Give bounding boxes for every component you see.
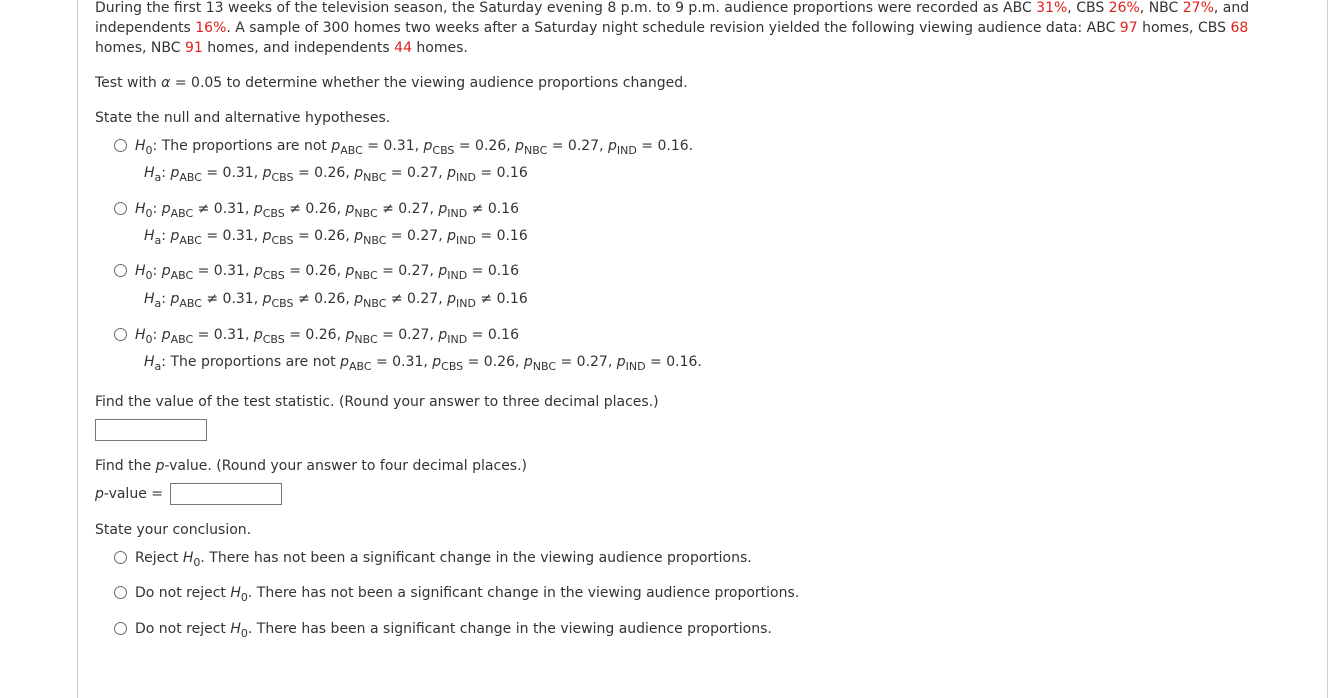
conclusion-option-3-text: Do not reject $H_0$. There has been a significant change in the viewing audience proportions. bbox=[135, 621, 772, 640]
hypothesis-option-2-radio[interactable] bbox=[114, 202, 127, 215]
test-instruction: Test with α = 0.05 to determine whether the viewing audience proportions changed. bbox=[95, 75, 688, 91]
p-value-label: p-value = bbox=[95, 486, 163, 502]
cbs-homes: 68 bbox=[1230, 20, 1249, 36]
abc-percent: 31% bbox=[1036, 0, 1068, 16]
intro-line-2: independents 16%. A sample of 300 homes two weeks after a Saturday night schedule revision yielded the following viewing audience data: ABC 97 homes, CBS 68 bbox=[95, 20, 1249, 36]
conclusion-option-1-text: Reject $H_0$. There has not been a significant change in the viewing audience proportions. bbox=[135, 550, 752, 569]
test-statistic-prompt: Find the value of the test statistic. (Round your answer to three decimal places.) bbox=[95, 394, 659, 410]
conclusion-option-2-radio[interactable] bbox=[114, 586, 127, 599]
hypothesis-option-1-ha: $H_a$: $p_{ABC} = 0.31$, $p_{CBS} = 0.26$, $p_{NBC} = 0.27$, $p_{IND} = 0.16$ bbox=[144, 165, 528, 184]
cbs-percent: 26% bbox=[1108, 0, 1140, 16]
nbc-percent: 27% bbox=[1182, 0, 1214, 16]
conclusion-option-2-text: Do not reject $H_0$. There has not been a significant change in the viewing audience proportions. bbox=[135, 585, 800, 604]
ind-homes: 44 bbox=[394, 40, 412, 56]
p-value-prompt: Find the p-value. (Round your answer to four decimal places.) bbox=[95, 458, 528, 474]
hypothesis-option-4-radio[interactable] bbox=[114, 328, 127, 341]
abc-homes: 97 bbox=[1119, 20, 1138, 36]
hypothesis-option-3-radio[interactable] bbox=[114, 264, 127, 277]
ind-percent: 16% bbox=[195, 20, 227, 36]
conclusion-option-1-radio[interactable] bbox=[114, 551, 127, 564]
hypothesis-option-2-h0: $H_0$: $p_{ABC} \ne 0.31$, $p_{CBS} \ne 0.26$, $p_{NBC} \ne 0.27$, $p_{IND} \ne 0.16$ bbox=[135, 201, 519, 220]
hypotheses-prompt: State the null and alternative hypotheses. bbox=[95, 110, 391, 126]
intro-line-3: homes, NBC 91 homes, and independents 44 homes. bbox=[95, 40, 468, 56]
hypothesis-option-4-ha: $H_a$: The proportions are not $p_{ABC} = 0.31$, $p_{CBS} = 0.26$, $p_{NBC} = 0.27$, $p_{IND} = 0.16$. bbox=[144, 354, 702, 373]
hypothesis-option-3-h0: $H_0$: $p_{ABC} = 0.31$, $p_{CBS} = 0.26$, $p_{NBC} = 0.27$, $p_{IND} = 0.16$ bbox=[135, 263, 519, 282]
intro-line-1: During the first 13 weeks of the television season, the Saturday evening 8 p.m. to 9 p.m. audience proportions were recorded as ABC 31%, CBS 26%, NBC 27%, and bbox=[95, 0, 1250, 16]
conclusion-prompt: State your conclusion. bbox=[95, 522, 252, 538]
conclusion-option-3-radio[interactable] bbox=[114, 622, 127, 635]
hypothesis-option-3-ha: $H_a$: $p_{ABC} \ne 0.31$, $p_{CBS} \ne 0.26$, $p_{NBC} \ne 0.27$, $p_{IND} \ne 0.16$ bbox=[144, 291, 528, 310]
p-value-input[interactable] bbox=[170, 483, 282, 505]
hypothesis-option-2-ha: $H_a$: $p_{ABC} = 0.31$, $p_{CBS} = 0.26$, $p_{NBC} = 0.27$, $p_{IND} = 0.16$ bbox=[144, 228, 528, 247]
hypothesis-option-4-h0: $H_0$: $p_{ABC} = 0.31$, $p_{CBS} = 0.26$, $p_{NBC} = 0.27$, $p_{IND} = 0.16$ bbox=[135, 327, 519, 346]
nbc-homes: 91 bbox=[184, 40, 203, 56]
hypothesis-option-1-radio[interactable] bbox=[114, 139, 127, 152]
hypothesis-option-1-h0: $H_0$: The proportions are not $p_{ABC} = 0.31$, $p_{CBS} = 0.26$, $p_{NBC} = 0.27$, $p_{IND} = 0.16$. bbox=[135, 138, 694, 157]
test-statistic-input[interactable] bbox=[95, 419, 207, 441]
